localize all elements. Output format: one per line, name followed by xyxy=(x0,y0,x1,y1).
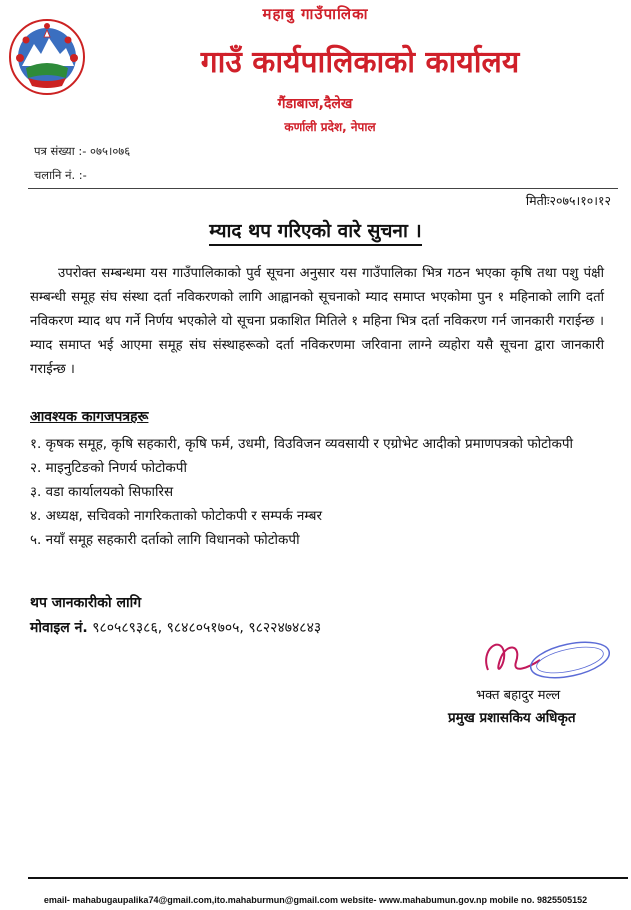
mobile-numbers: ९८०५८९३८६, ९८४८०५१७०५, ९८२२४७४८४३ xyxy=(92,620,322,636)
header-divider xyxy=(28,188,618,189)
nepal-emblem-logo xyxy=(8,18,86,96)
notice-title-text: म्याद थप गरिएको वारे सुचना । xyxy=(209,220,421,246)
list-item: १. कृषक समूह, कृषि सहकारी, कृषि फर्म, उधमी, विउविजन व्यवसायी र एग्रोभेट आदीको प्रमाणपत्रको फोटोकपी xyxy=(30,436,573,452)
documents-heading: आवश्यक कागजपत्रहरू xyxy=(30,409,149,425)
list-item: ३. वडा कार्यालयको सिफारिस xyxy=(30,484,174,500)
province-name: कर्णाली प्रदेश, नेपाल xyxy=(284,120,376,134)
office-address: गैंडाबाज,दैलेख xyxy=(277,96,353,112)
signer-name: भक्त बहादुर मल्ल xyxy=(476,688,561,703)
signature-stamp xyxy=(470,630,610,692)
letter-reference-number: पत्र संख्या :- ०७५।०७६ xyxy=(34,144,131,158)
more-info-label: थप जानकारीको लागि xyxy=(30,595,142,611)
mobile-contact xyxy=(30,618,321,637)
footer-contact: email- mahabugaupalika74@gmail.com,ito.mahaburmun@gmail.com website- www.mahabumun.gov.np mobile no. 9825505152 xyxy=(43,895,588,905)
notice-title xyxy=(0,217,631,243)
municipality-name: महाबु गाउँपालिका xyxy=(262,5,369,23)
office-title: गाउँ कार्यपालिकाको कार्यालय xyxy=(200,45,520,80)
notice-body: उपरोक्त सम्बन्धमा यस गाउँपालिकाको पुर्व सूचना अनुसार यस गाउँपालिका भित्र गठन भएका कृषि तथा पशु पंक्षी सम्बन्धी समूह संघ संस्था दर्ता नविकरणको लागि आह्वानको सूचनाको म्याद समाप्त भएकोमा पुन १ महिनाको लागि दर्ता नविकरण म्याद थप गर्ने निर्णय भएकोले यो सूचना प्रकाशित मितिले १ महिना भित्र दर्ता नविकरण गर्न जानकारी गराईन्छ । म्याद समाप्त भई आएमा समूह संघ संस्थाहरूको दर्ता नविकरणमा जरिवाना लाग्ने व्यहोरा यसै सूचना द्वारा जानकारी गराईन्छ । xyxy=(30,266,604,377)
list-item: ४. अध्यक्ष, सचिवको नागरिकताको फोटोकपी र सम्पर्क नम्बर xyxy=(30,508,322,524)
dispatch-number: चलानि नं. :- xyxy=(34,168,87,182)
signer-title: प्रमुख प्रशासकिय अधिकृत xyxy=(448,710,576,726)
footer-divider xyxy=(28,877,628,879)
mobile-label: मोवाइल नं. xyxy=(30,620,88,636)
list-item: २. माइनुटिङको निणर्य फोटोकपी xyxy=(30,460,187,476)
letter-date: मितीः२०७५।१०।१२ xyxy=(525,193,611,208)
documents-list xyxy=(30,432,590,552)
list-item: ५. नयाँ समूह सहकारी दर्ताको लागि विधानको फोटोकपी xyxy=(30,532,300,548)
